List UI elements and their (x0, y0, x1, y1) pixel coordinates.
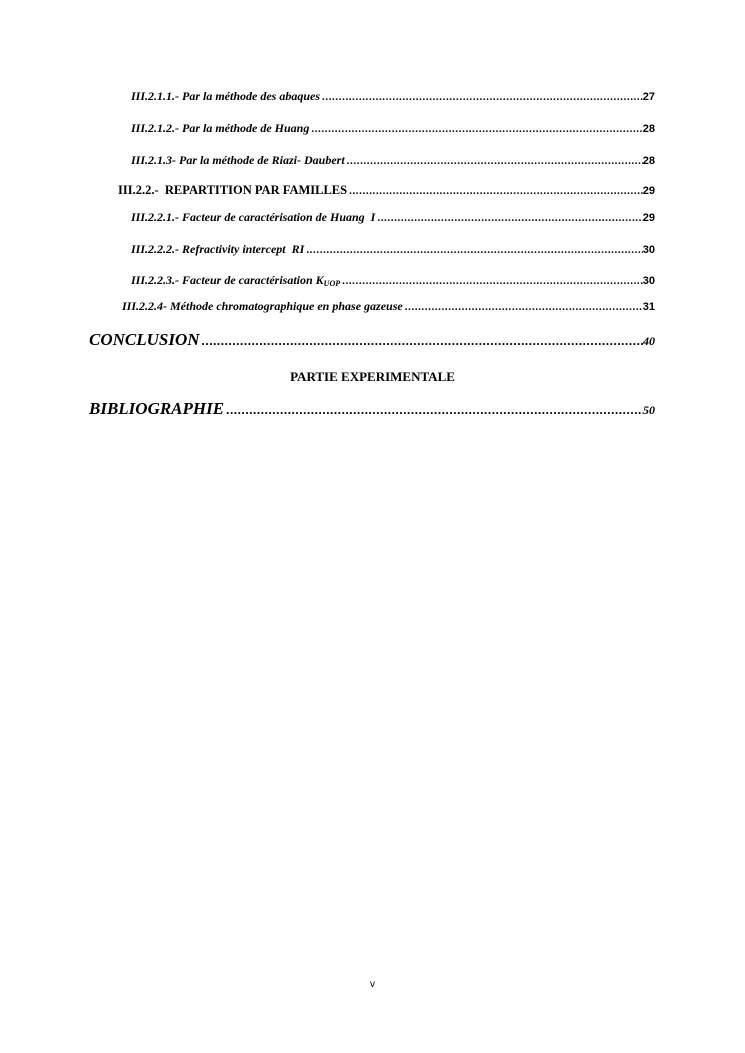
toc-entry-label: BIBLIOGRAPHIE (89, 399, 225, 418)
toc-entry-page: 29 (642, 185, 655, 197)
toc-entry-page: 27 (642, 91, 655, 103)
toc-entry-III-2-1-3 (131, 153, 655, 168)
toc-entry-label: III.2.2.- REPARTITION PAR FAMILLES (118, 183, 348, 197)
toc-entry-label: III.2.1.3- Par la méthode de Riazi- Daubert (131, 153, 345, 167)
toc-entry-III-2-1-1 (131, 89, 655, 104)
toc-entry-page: 28 (642, 155, 655, 167)
toc-entry-page: 40 (643, 334, 655, 348)
toc-entry-label: CONCLUSION (89, 330, 200, 349)
toc-entry-III-2-2-4 (122, 299, 655, 314)
dot-leader (345, 155, 643, 167)
dot-leader (375, 212, 642, 224)
toc-entry-III-2-2-3 (131, 273, 655, 288)
toc-entry-III-2-2-2 (131, 242, 655, 257)
toc-entry-bibliographie (89, 399, 655, 419)
toc-entry-III-2-2 (118, 183, 655, 198)
toc-entry-III-2-2-1 (131, 210, 655, 225)
dot-leader (340, 275, 643, 287)
toc-entry-label: III.2.2.1.- Facteur de caractérisation de Huang I (131, 210, 376, 224)
toc-entry-label (131, 273, 340, 288)
dot-leader (309, 123, 642, 135)
dot-leader (347, 185, 643, 197)
toc-entry-label: III.2.1.1.- Par la méthode des abaques (131, 89, 320, 103)
dot-leader (224, 402, 643, 418)
page-number: v (370, 979, 375, 990)
toc-entry-page: 30 (642, 275, 655, 287)
dot-leader (200, 333, 643, 349)
toc-entry-page: 30 (642, 244, 655, 256)
dot-leader (304, 244, 642, 256)
toc-entry-page: 28 (642, 123, 655, 135)
section-heading-partie-experimentale: PARTIE EXPERIMENTALE (290, 369, 455, 384)
dot-leader (403, 301, 643, 313)
toc-entry-label: III.2.2.2.- Refractivity intercept RI (131, 242, 305, 256)
dot-leader (320, 91, 643, 103)
toc-entry-label: III.2.2.4- Méthode chromatographique en phase gazeuse (122, 299, 403, 313)
toc-entry-page: 29 (642, 212, 655, 224)
toc-entry-label-main: III.2.2.3.- Facteur de caractérisation K (131, 273, 324, 287)
toc-entry-III-2-1-2 (131, 121, 655, 136)
toc-entry-label: III.2.1.2.- Par la méthode de Huang (131, 121, 310, 135)
toc-entry-page: 31 (642, 301, 655, 313)
toc-entry-page: 50 (643, 403, 655, 417)
toc-entry-label-subscript: UOP (323, 279, 341, 288)
toc-entry-conclusion (89, 330, 655, 350)
